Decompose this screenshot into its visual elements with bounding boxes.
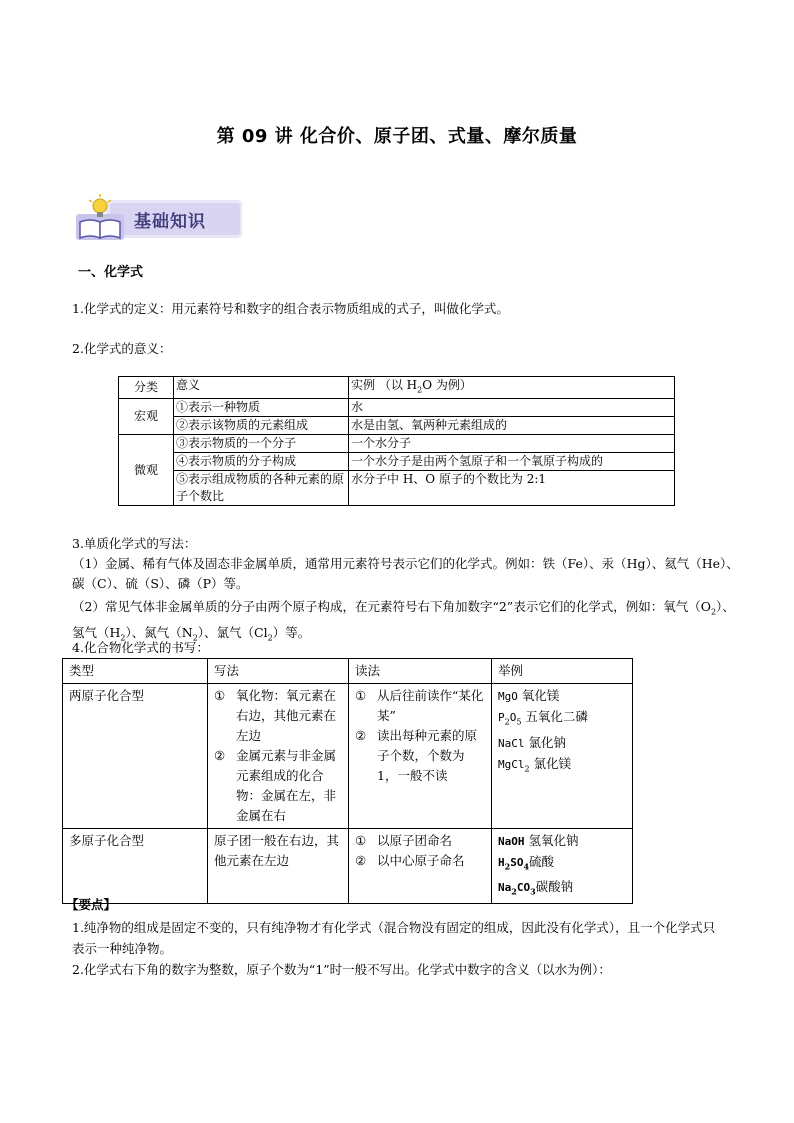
key-point-2: 2.化学式右下角的数字为整数，原子个数为“1”时一般不写出。化学式中数字的含义（以水为例）： [72,962,611,977]
table-cell: 水分子中 H、O 原子的个数比为 2:1 [349,471,675,506]
table-cell: ②表示该物质的元素组成 [174,417,349,435]
paragraph-compound-formula: 4.化合物化学式的书写： [72,640,209,655]
table-row [63,829,633,904]
lightbulb-book-icon [72,192,132,246]
table-cell: ①表示一种物质 [174,399,349,417]
example-item: NaCl 氯化钠 [498,734,566,750]
header-cell: 类型 [63,659,208,684]
table-cell [492,684,633,829]
list-item: ① 氧化物：氧元素在右边，其他元素在左边 [214,688,337,743]
table-row [63,684,633,829]
list-item: ② 读出每种元素的原子个数，个数为 1，一般不读 [355,728,478,783]
table-cell: 多原子化合型 [63,829,208,904]
list-item: ② 金属元素与非金属元素组成的化合物：金属在左，非金属在右 [214,748,337,823]
header-cell: 读法 [349,659,492,684]
table-cell: ⑤表示组成物质的各种元素的原子个数比 [174,471,349,506]
list-item: ① 以原子团命名 [355,833,453,848]
table-cell [349,684,492,829]
table-row [119,453,675,471]
table-row [119,417,675,435]
page-title: 第 09 讲 化合价、原子团、式量、摩尔质量 [216,126,578,147]
banner-label: 基础知识 [134,212,206,232]
table-cell [349,829,492,904]
example-item: NaOH 氢氧化钠 [498,833,579,848]
table-cell: 两原子化合型 [63,684,208,829]
paragraph-meaning: 2.化学式的意义： [72,341,172,356]
table-cell: ④表示物质的分子构成 [174,453,349,471]
list-item: ② 以中心原子命名 [355,853,465,868]
paragraph-element-formula: 3.单质化学式的写法： [72,536,197,551]
section-banner [72,192,244,246]
paragraph-element-formula-2: （2）常见气体非金属单质的分子由两个原子构成，在元素符号右下角加数字“2”表示它们的化学式，例如：氧气$(O_2)$、氢气$(H_2)$、氮气$(N_2)$、氯气$(Cl_2)$等。 [72,599,735,642]
example-item: $Na_2CO_3$碳酸钠 [498,878,574,896]
header-cell: 写法 [208,659,349,684]
key-point-1: 1.纯净物的组成是固定不变的，只有纯净物才有化学式（混合物没有固定的组成，因此没有化学式），且一个化学式只表示一种纯净物。 [72,920,716,956]
header-cell: 分类 [119,377,174,399]
header-cell: 意义 [174,377,349,399]
table-cell: 水是由氢、氧两种元素组成的 [349,417,675,435]
table-cell: 一个水分子 [349,435,675,453]
meaning-table [118,376,675,506]
table-header-row [63,659,633,684]
table-cell: ③表示物质的一个分子 [174,435,349,453]
table-cell [208,684,349,829]
paragraph-definition: 1.化学式的定义：用元素符号和数字的组合表示物质组成的式子，叫做化学式。 [72,301,509,316]
table-row [119,471,675,506]
key-points-title: 【要点】 [66,897,117,912]
table-cell [492,829,633,904]
section-heading: 一、化学式 [78,265,144,280]
table-row [119,435,675,453]
example-item: $P_2O_5$ 五氧化二磷 [498,709,588,727]
list-item: ① 从后往前读作“某化某” [355,688,484,723]
example-item: $H_2SO_4$硫酸 [498,854,555,872]
header-cell: 实例 （以 $H_2O$ 为例） [349,377,675,399]
table-cell: 水 [349,399,675,417]
table-row [119,399,675,417]
category-cell: 宏观 [119,399,174,435]
example-item: MgCl$_2$ 氯化镁 [498,755,572,773]
compound-table [62,658,633,904]
table-cell: 原子团一般在右边，其他元素在左边 [208,829,349,904]
category-cell: 微观 [119,435,174,506]
table-header-row [119,377,675,399]
header-cell: 举例 [492,659,633,684]
paragraph-element-formula-1: （1）金属、稀有气体及固态非金属单质，通常用元素符号表示它们的化学式。例如：铁（Fe）、汞（Hg）、氦气（He）、碳（C）、硫（S）、磷（P）等。 [72,556,739,591]
example-item: MgO 氧化镁 [498,688,560,703]
table-cell: 一个水分子是由两个氢原子和一个氧原子构成的 [349,453,675,471]
